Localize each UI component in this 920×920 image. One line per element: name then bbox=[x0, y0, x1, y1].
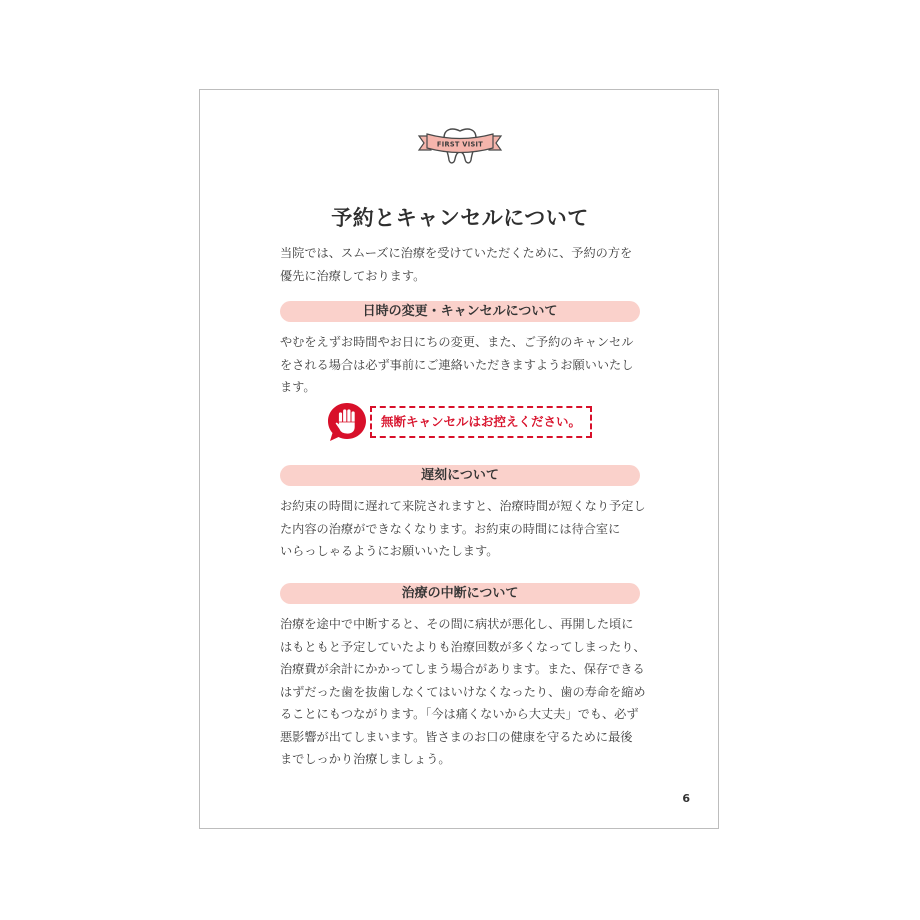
badge-label: FIRST VISIT bbox=[436, 140, 484, 149]
intro-paragraph bbox=[280, 242, 642, 287]
notice-text: 無断キャンセルはお控えください。 bbox=[380, 414, 581, 429]
no-show-notice bbox=[326, 398, 596, 442]
paragraph-line: 治療費が余計にかかってしまう場合があります。また、保存できる bbox=[280, 662, 645, 676]
paragraph-line: 治療を途中で中断すると、その間に病状が悪化し、再開した頃に bbox=[280, 617, 634, 631]
document-page bbox=[199, 89, 719, 829]
paragraph-line: やむをえずお時間やお日にちの変更、また、ご予約のキャンセル bbox=[280, 335, 634, 349]
section-heading-treatment-interruption: 治療の中断について bbox=[280, 583, 640, 604]
paragraph-line: をされる場合は必ず事前にご連絡いただきますようお願いいたし bbox=[280, 357, 634, 372]
intro-line: 優先に治療しております。 bbox=[280, 268, 426, 283]
first-visit-badge bbox=[417, 124, 503, 164]
intro-line: 当院では、スムーズに治療を受けていただくために、予約の方を bbox=[280, 246, 633, 260]
page-number: 6 bbox=[682, 792, 690, 805]
paragraph-line: 悪影響が出てしまいます。皆さまのお口の健康を守るために最後 bbox=[280, 729, 633, 744]
section-heading-late-arrival: 遅刻について bbox=[280, 465, 640, 486]
paragraph-line: お約束の時間に遅れて来院されますと、治療時間が短くなり予定し bbox=[280, 499, 646, 513]
treatment-interruption-paragraph bbox=[280, 613, 646, 771]
late-arrival-paragraph bbox=[280, 495, 646, 563]
paragraph-line: ます。 bbox=[280, 380, 316, 394]
paragraph-line: ることにもつながります。「今は痛くないから大丈夫」でも、必ず bbox=[280, 707, 639, 721]
notice-dashed-box bbox=[370, 406, 592, 438]
section-heading-schedule-change: 日時の変更・キャンセルについて bbox=[280, 301, 640, 322]
page-title: 予約とキャンセルについて bbox=[331, 206, 589, 230]
paragraph-line: た内容の治療ができなくなります。お約束の時間には待合室に bbox=[280, 521, 621, 536]
stop-hand-icon bbox=[326, 400, 370, 444]
paragraph-line: までしっかり治療しましょう。 bbox=[280, 752, 451, 766]
tooth-ribbon-icon bbox=[417, 124, 503, 164]
schedule-change-paragraph bbox=[280, 331, 642, 399]
paragraph-line: はずだった歯を抜歯しなくてはいけなくなったり、歯の寿命を縮め bbox=[280, 684, 646, 699]
paragraph-line: いらっしゃるようにお願いいたします。 bbox=[280, 544, 499, 558]
paragraph-line: はもともと予定していたよりも治療回数が多くなってしまったり、 bbox=[280, 639, 646, 654]
